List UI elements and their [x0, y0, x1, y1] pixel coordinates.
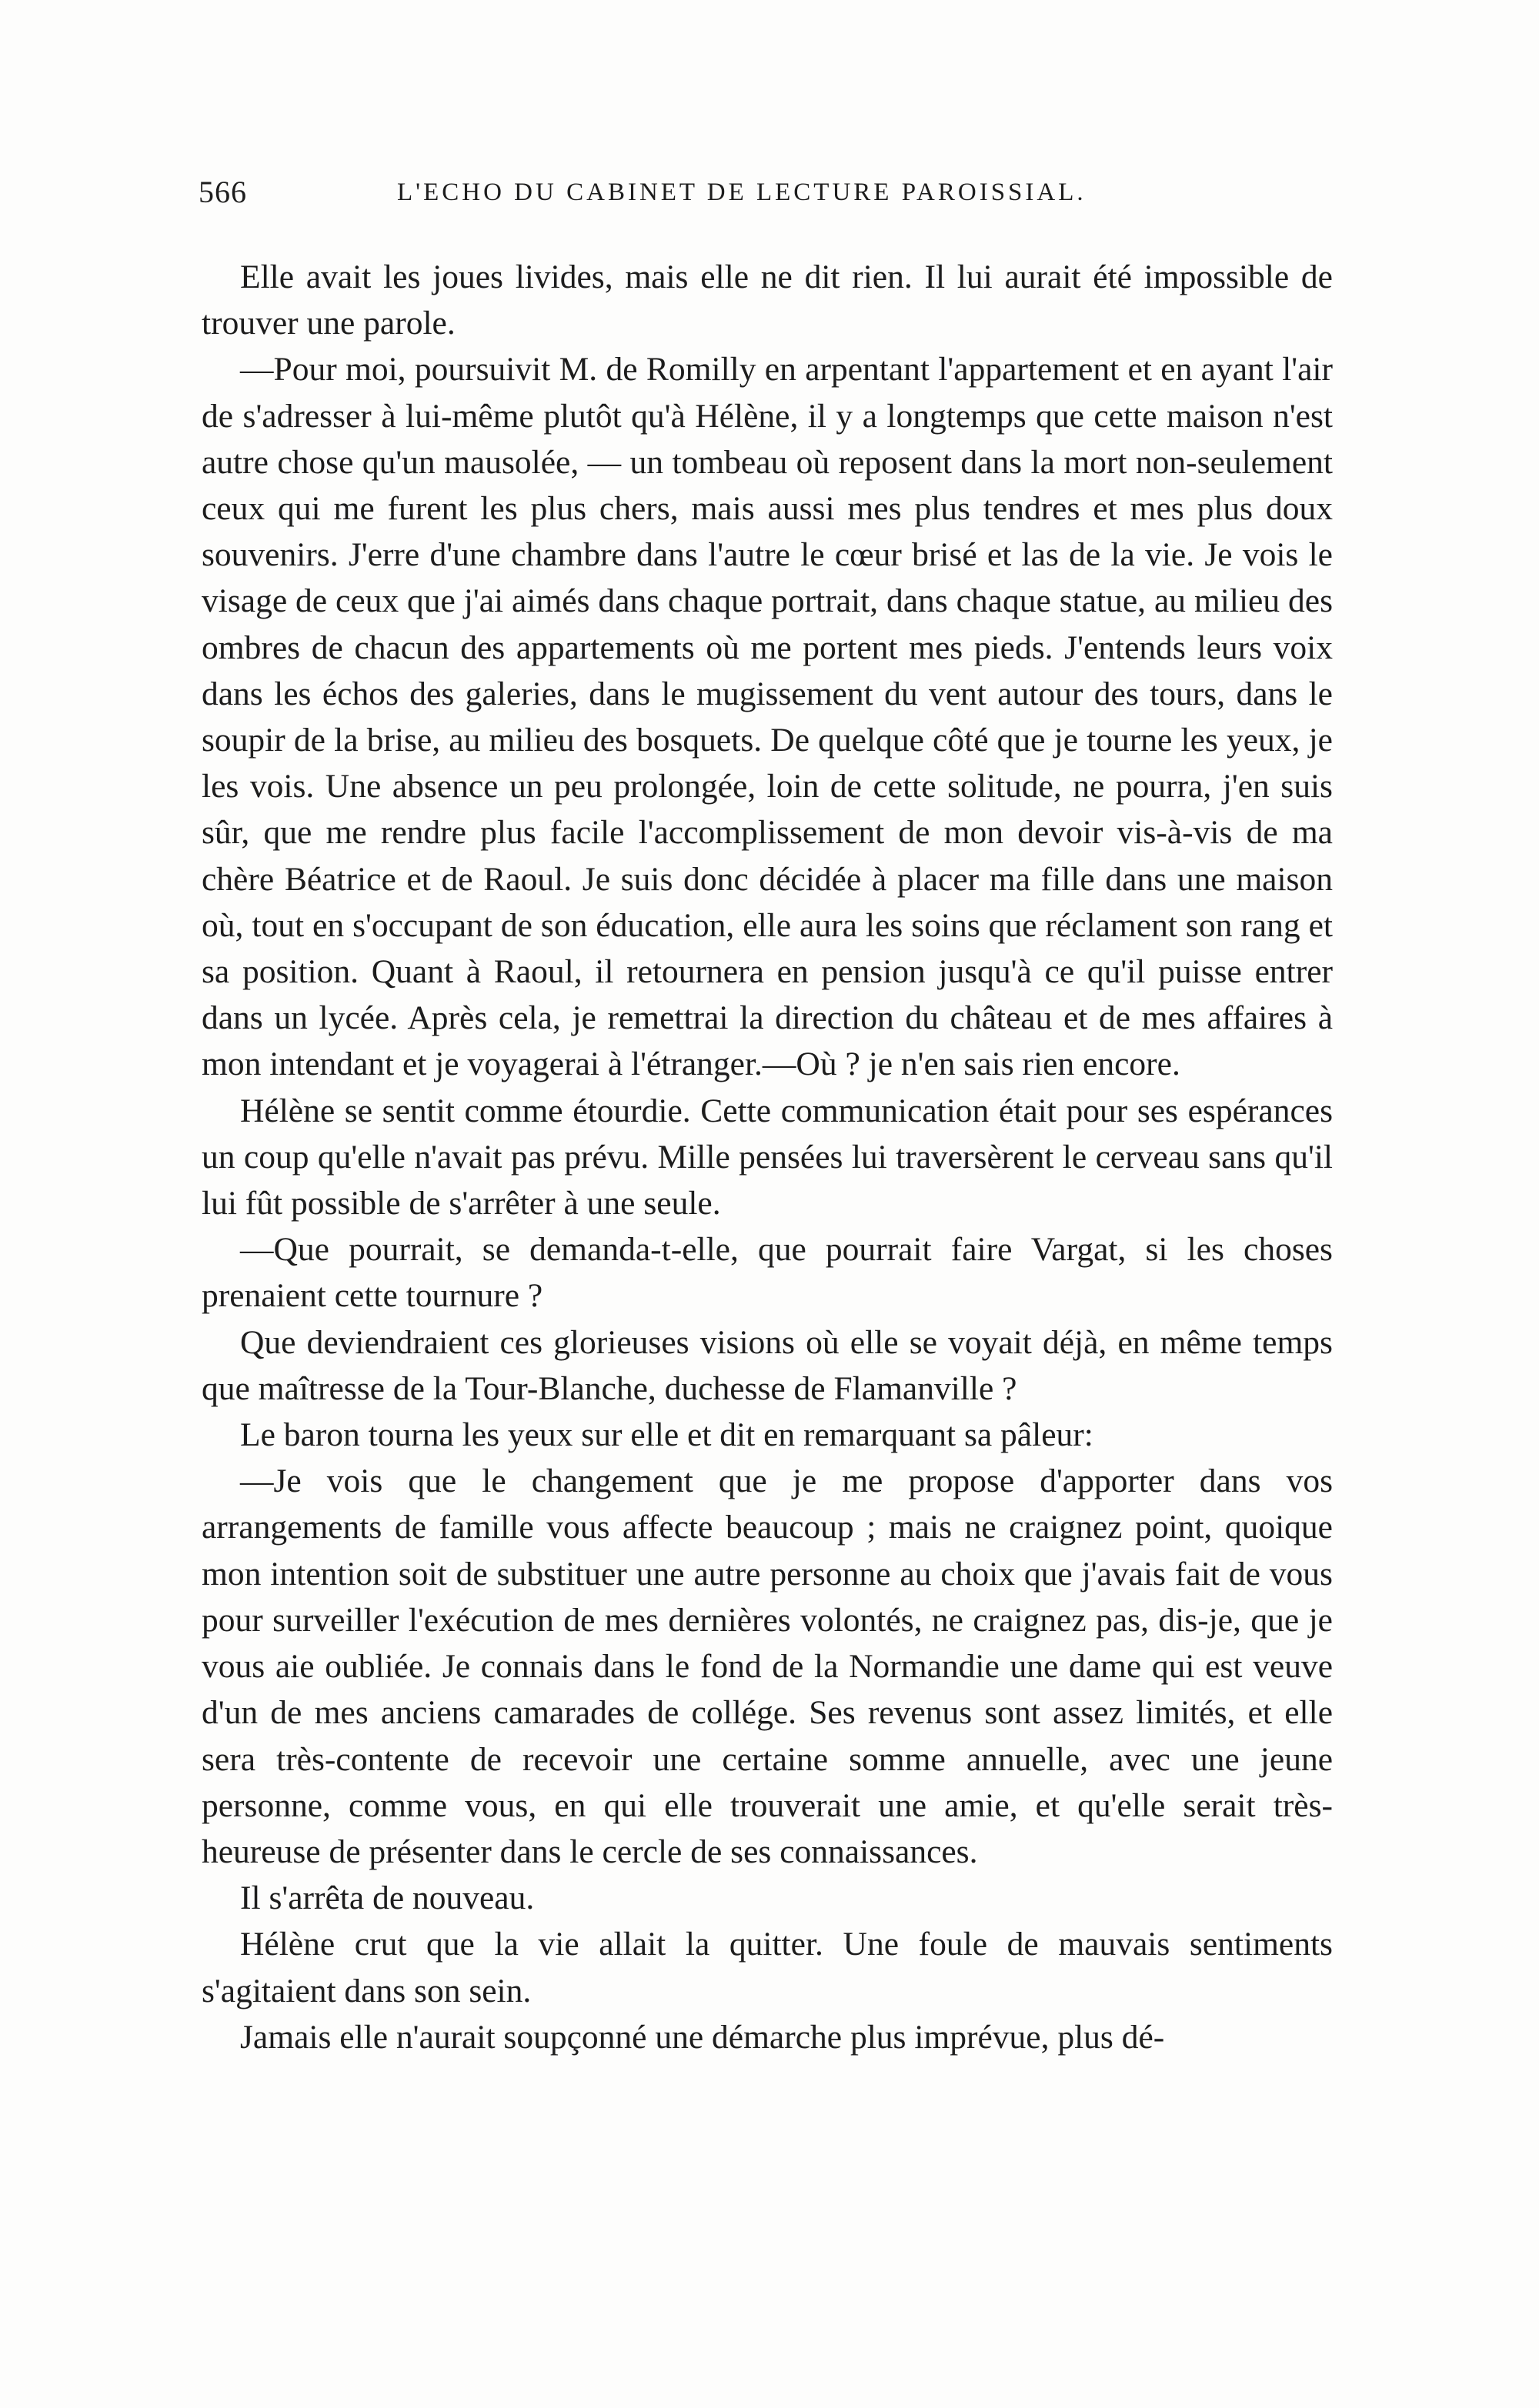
- paragraph: —Je vois que le changement que je me propose d'apporter dans vos arrangements de famille vous affecte beaucoup ; mais ne craignez point, quoique mon intention soit de substituer une autre personne au choix que j'avais fait de vous pour surveiller l'exécution de mes dernières volontés, ne craignez pas, dis-je, que je vous aie oubliée. Je connais dans le fond de la Normandie une dame qui est veuve d'un de mes anciens camarades de collége. Ses revenus sont assez limités, et elle sera très-contente de recevoir une certaine somme annuelle, avec une jeune personne, comme vous, en qui elle trouverait une amie, et qu'elle serait très-heureuse de présenter dans le cercle de ses connaissances.: [202, 1462, 1333, 1870]
- paragraph: Jamais elle n'aurait soupçonné une démarche plus imprévue, plus dé-: [240, 2018, 1165, 2056]
- paragraph: Hélène se sentit comme étourdie. Cette communication était pour ses espérances un coup qu'elle n'avait pas prévu. Mille pensées lui traversèrent le cerveau sans qu'il lui fût possible de s'arrêter à une seule.: [202, 1092, 1333, 1222]
- page-number: 566: [199, 175, 247, 209]
- paragraph: —Que pourrait, se demanda-t-elle, que pourrait faire Vargat, si les choses prenaient cette tournure ?: [202, 1231, 1333, 1315]
- paragraph: Elle avait les joues livides, mais elle ne dit rien. Il lui aurait été impossible de trouver une parole.: [202, 258, 1333, 342]
- paragraph: Le baron tourna les yeux sur elle et dit en remarquant sa pâleur:: [240, 1416, 1093, 1454]
- paragraph: Que deviendraient ces glorieuses visions où elle se voyait déjà, en même temps que maîtresse de la Tour-Blanche, duchesse de Flamanville ?: [202, 1323, 1333, 1407]
- body-text: [202, 254, 1333, 2060]
- paragraph: Hélène crut que la vie allait la quitter. Une foule de mauvais sentiments s'agitaient dans son sein.: [202, 1926, 1333, 2009]
- paragraph: Il s'arrêta de nouveau.: [240, 1879, 535, 1917]
- page-header: [199, 174, 1337, 220]
- running-title: L'ECHO DU CABINET DE LECTURE PAROISSIAL.: [397, 178, 1087, 206]
- paragraph: —Pour moi, poursuivit M. de Romilly en arpentant l'appartement et en ayant l'air de s'adresser à lui-même plutôt qu'à Hélène, il y a longtemps que cette maison n'est autre chose qu'un mausolée, — un tombeau où reposent dans la mort non-seulement ceux qui me furent les plus chers, mais aussi mes plus tendres et mes plus doux souvenirs. J'erre d'une chambre dans l'autre le cœur brisé et las de la vie. Je vois le visage de ceux que j'ai aimés dans chaque portrait, dans chaque statue, au milieu des ombres de chacun des appartements où me portent mes pieds. J'entends leurs voix dans les échos des galeries, dans le mugissement du vent autour des tours, dans le soupir de la brise, au milieu des bosquets. De quelque côté que je tourne les yeux, je les vois. Une absence un peu prolongée, loin de cette solitude, ne pourra, j'en suis sûr, que me rendre plus facile l'accomplissement de mon devoir vis-à-vis de ma chère Béatrice et de Raoul. Je suis donc décidée à placer ma fille dans une maison où, tout en s'occupant de son éducation, elle aura les soins que réclament son rang et sa position. Quant à Raoul, il retournera en pension jusqu'à ce qu'il puisse entrer dans un lycée. Après cela, je remettrai la direction du château et de mes affaires à mon intendant et je voyagerai à l'étranger.—Où ? je n'en sais rien encore.: [202, 351, 1333, 1083]
